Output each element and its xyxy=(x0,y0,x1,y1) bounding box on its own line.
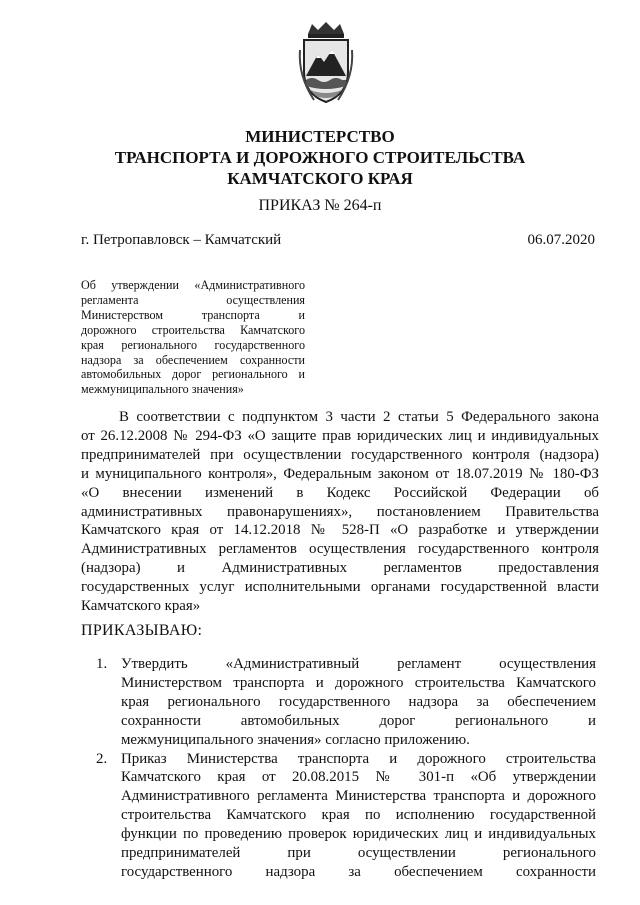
subject-line: дорожного строительства Камчатского xyxy=(81,322,305,337)
preamble xyxy=(81,408,599,616)
item-line: Приказ Министерства транспорта и дорожного строительства xyxy=(121,750,596,767)
subject-line: Об утверждении «Административного xyxy=(81,278,305,292)
subject-line: автомобильных дорог регионального и xyxy=(81,367,305,382)
order-items xyxy=(96,655,596,882)
subject-line: межмуниципального значения» xyxy=(81,382,244,397)
list-item xyxy=(96,750,596,882)
preamble-line: Камчатского края от 14.12.2018 № 528-П «О разработке и утверждении xyxy=(81,522,599,539)
preamble-line: административных правонарушениях», постановлением Правительства xyxy=(81,503,599,520)
preamble-line: предпринимателей при осуществлении государственного контроля (надзора) xyxy=(81,446,599,463)
item-line: Административного регламента Министерства транспорта и дорожного xyxy=(121,788,596,805)
preamble-line: и муниципального контроля», Федеральным законом от 18.07.2019 № 180-ФЗ xyxy=(81,465,599,482)
item-line: государственного надзора за обеспечением сохранности xyxy=(121,863,596,880)
command-word: ПРИКАЗЫВАЮ: xyxy=(81,622,203,639)
list-item xyxy=(96,655,596,750)
item-line: Министерством транспорта и дорожного строительства Камчатского xyxy=(121,674,596,691)
preamble-line: (надзора) и Административных регламентов предоставления xyxy=(81,560,599,577)
item-line: Камчатского края от 20.08.2015 № 301-п «Об утверждении xyxy=(121,769,596,786)
item-number: 1. xyxy=(96,656,108,672)
preamble-line: Административных регламентов осуществления государственного контроля xyxy=(81,541,599,558)
item-line: края регионального государственного надзора за обеспечением xyxy=(121,693,596,710)
preamble-line: Камчатского края» xyxy=(81,598,201,615)
ministry-line: КАМЧАТСКОГО КРАЯ xyxy=(227,169,413,188)
item-line: Утвердить «Административный регламент осуществления xyxy=(121,656,596,672)
preamble-line: государственных услуг исполнительными органами государственной власти xyxy=(81,579,599,596)
item-line: функции по проведению проверок юридических лиц и индивидуальных xyxy=(121,826,596,843)
ministry-line: ТРАНСПОРТА И ДОРОЖНОГО СТРОИТЕЛЬСТВА xyxy=(114,148,526,167)
ministry-title xyxy=(0,126,640,189)
kamchatka-coat-of-arms-icon xyxy=(296,20,356,104)
preamble-line: В соответствии с подпунктом 3 части 2 статьи 5 Федерального закона xyxy=(119,409,599,425)
item-line: строительства Камчатского края по исполнению государственной xyxy=(121,807,596,824)
order-subject xyxy=(81,278,305,397)
preamble-line: «О внесении изменений в Кодекс Российской Федерации об xyxy=(81,484,599,501)
item-line: межмуниципального значения» согласно приложению. xyxy=(121,731,470,748)
item-number: 2. xyxy=(96,750,108,767)
subject-line: края регионального государственного xyxy=(81,337,305,352)
subject-line: надзора за обеспечением сохранности xyxy=(81,352,305,367)
subject-line: регламента осуществления xyxy=(81,292,305,307)
order-title: ПРИКАЗ № 264-п xyxy=(258,197,382,214)
item-line: сохранности автомобильных дорог регионального и xyxy=(121,712,596,729)
city: г. Петропавловск – Камчатский xyxy=(81,232,282,248)
subject-line: Министерством транспорта и xyxy=(81,307,305,322)
order-date: 06.07.2020 xyxy=(527,232,595,248)
item-line: предпринимателей при осуществлении регионального xyxy=(121,845,596,862)
ministry-line: МИНИСТЕРСТВО xyxy=(245,127,395,146)
preamble-line: от 26.12.2008 № 294-ФЗ «О защите прав юридических лиц и индивидуальных xyxy=(81,427,599,444)
